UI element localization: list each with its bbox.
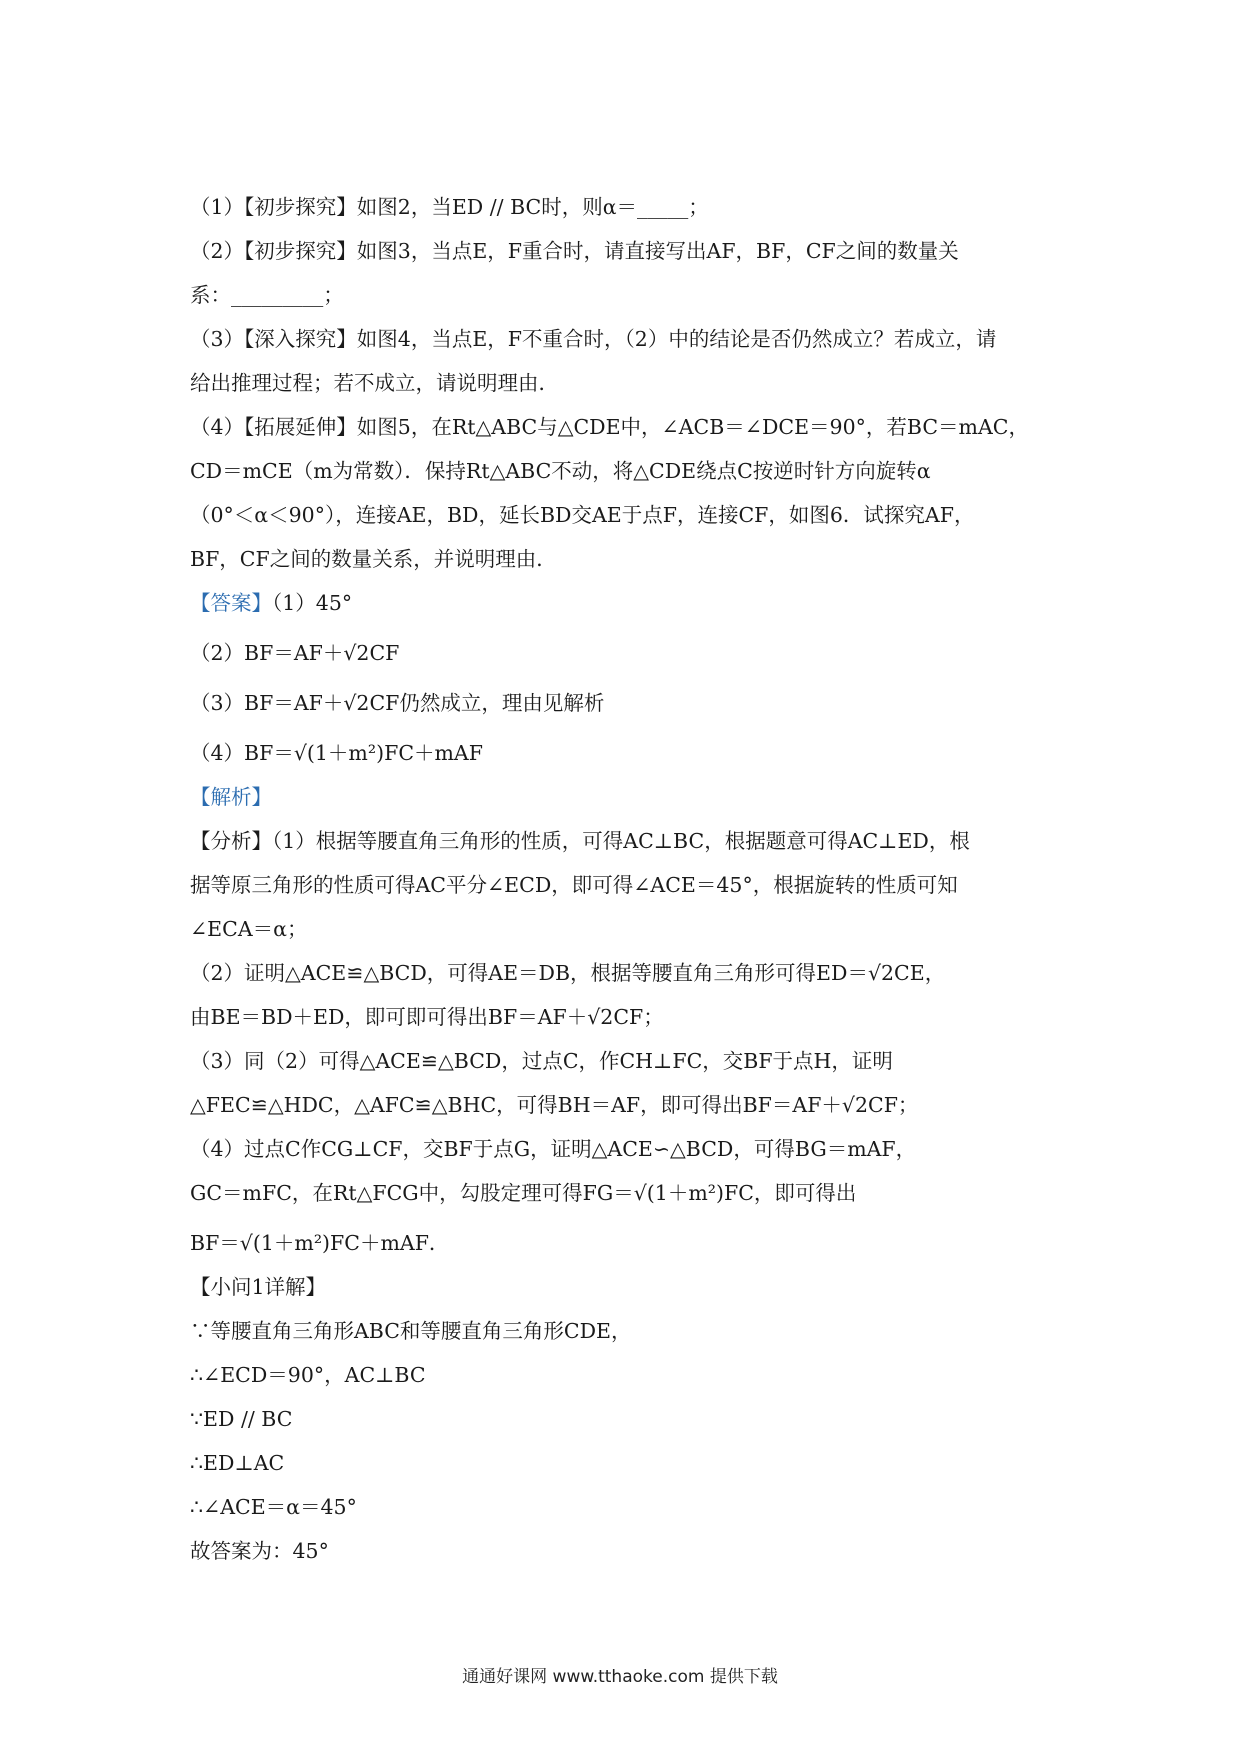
analysis-line: （3）同（2）可得△ACE≌△BCD，过点C，作CH⊥FC，交BF于点H，证明 xyxy=(190,1049,893,1073)
question-line: BF，CF之间的数量关系，并说明理由． xyxy=(190,547,557,571)
document-content xyxy=(190,185,1060,1573)
analysis-line: △FEC≌△HDC，△AFC≌△BHC，可得BH＝AF，即可得出BF＝AF＋√2CF； xyxy=(190,1093,919,1117)
detail-line: ∴∠ECD＝90°，AC⊥BC xyxy=(190,1363,426,1387)
question-line: （1）【初步探究】如图2，当ED // BC时，则α＝_____； xyxy=(190,195,709,219)
answer-item: （4）BF＝√(1＋m²)FC＋mAF xyxy=(190,741,483,765)
question-line: （0°＜α＜90°），连接AE，BD，延长BD交AE于点F，连接CF，如图6．试探究AF， xyxy=(190,503,975,527)
analysis-line: 由BE＝BD＋ED，即可即可得出BF＝AF＋√2CF； xyxy=(190,1005,664,1029)
detail-line: 故答案为：45° xyxy=(190,1539,329,1563)
question-line: CD＝mCE（m为常数）．保持Rt△ABC不动，将△CDE绕点C按逆时针方向旋转α xyxy=(190,459,931,483)
question-line: （4）【拓展延伸】如图5，在Rt△ABC与△CDE中，∠ACB＝∠DCE＝90°，若BC＝mAC， xyxy=(190,415,1029,439)
detail-line: ∴ED⊥AC xyxy=(190,1451,285,1475)
question-line: （2）【初步探究】如图3，当点E，F重合时，请直接写出AF，BF，CF之间的数量关 xyxy=(190,239,959,263)
detail-title: 【小问1详解】 xyxy=(190,1275,327,1299)
analysis-line: BF＝√(1＋m²)FC＋mAF． xyxy=(190,1231,450,1255)
detail-line: ∵等腰直角三角形ABC和等腰直角三角形CDE， xyxy=(190,1319,632,1343)
analysis-line: （4）过点C作CG⊥CF，交BF于点G，证明△ACE∽△BCD，可得BG＝mAF， xyxy=(190,1137,917,1161)
answer-line xyxy=(190,581,1060,625)
analysis-line: （2）证明△ACE≌△BCD，可得AE＝DB，根据等腰直角三角形可得ED＝√2CE， xyxy=(190,961,946,985)
analysis-tag: 【解析】 xyxy=(190,785,272,809)
answer-tag: 【答案】 xyxy=(190,591,272,615)
question-line: 系：_________； xyxy=(190,283,344,307)
question-line: （3）【深入探究】如图4，当点E，F不重合时，（2）中的结论是否仍然成立？若成立，请 xyxy=(190,327,997,351)
page-footer: 通通好课网 www.tthaoke.com 提供下载 xyxy=(462,1667,778,1687)
analysis-line: 【分析】（1）根据等腰直角三角形的性质，可得AC⊥BC，根据题意可得AC⊥ED，根 xyxy=(190,829,970,853)
analysis-line: GC＝mFC，在Rt△FCG中，勾股定理可得FG＝√(1＋m²)FC，即可得出 xyxy=(190,1181,857,1205)
analysis-line: 据等原三角形的性质可得AC平分∠ECD，即可得∠ACE＝45°，根据旋转的性质可知 xyxy=(190,873,958,897)
detail-line: ∴∠ACE＝α＝45° xyxy=(190,1495,357,1519)
answer-item: （1）45° xyxy=(272,591,353,615)
answer-item: （3）BF＝AF＋√2CF仍然成立，理由见解析 xyxy=(190,691,605,715)
answer-item: （2）BF＝AF＋√2CF xyxy=(190,641,400,665)
question-line: 给出推理过程；若不成立，请说明理由． xyxy=(190,371,559,395)
detail-line: ∵ED // BC xyxy=(190,1407,293,1431)
analysis-line: ∠ECA＝α； xyxy=(190,917,308,941)
